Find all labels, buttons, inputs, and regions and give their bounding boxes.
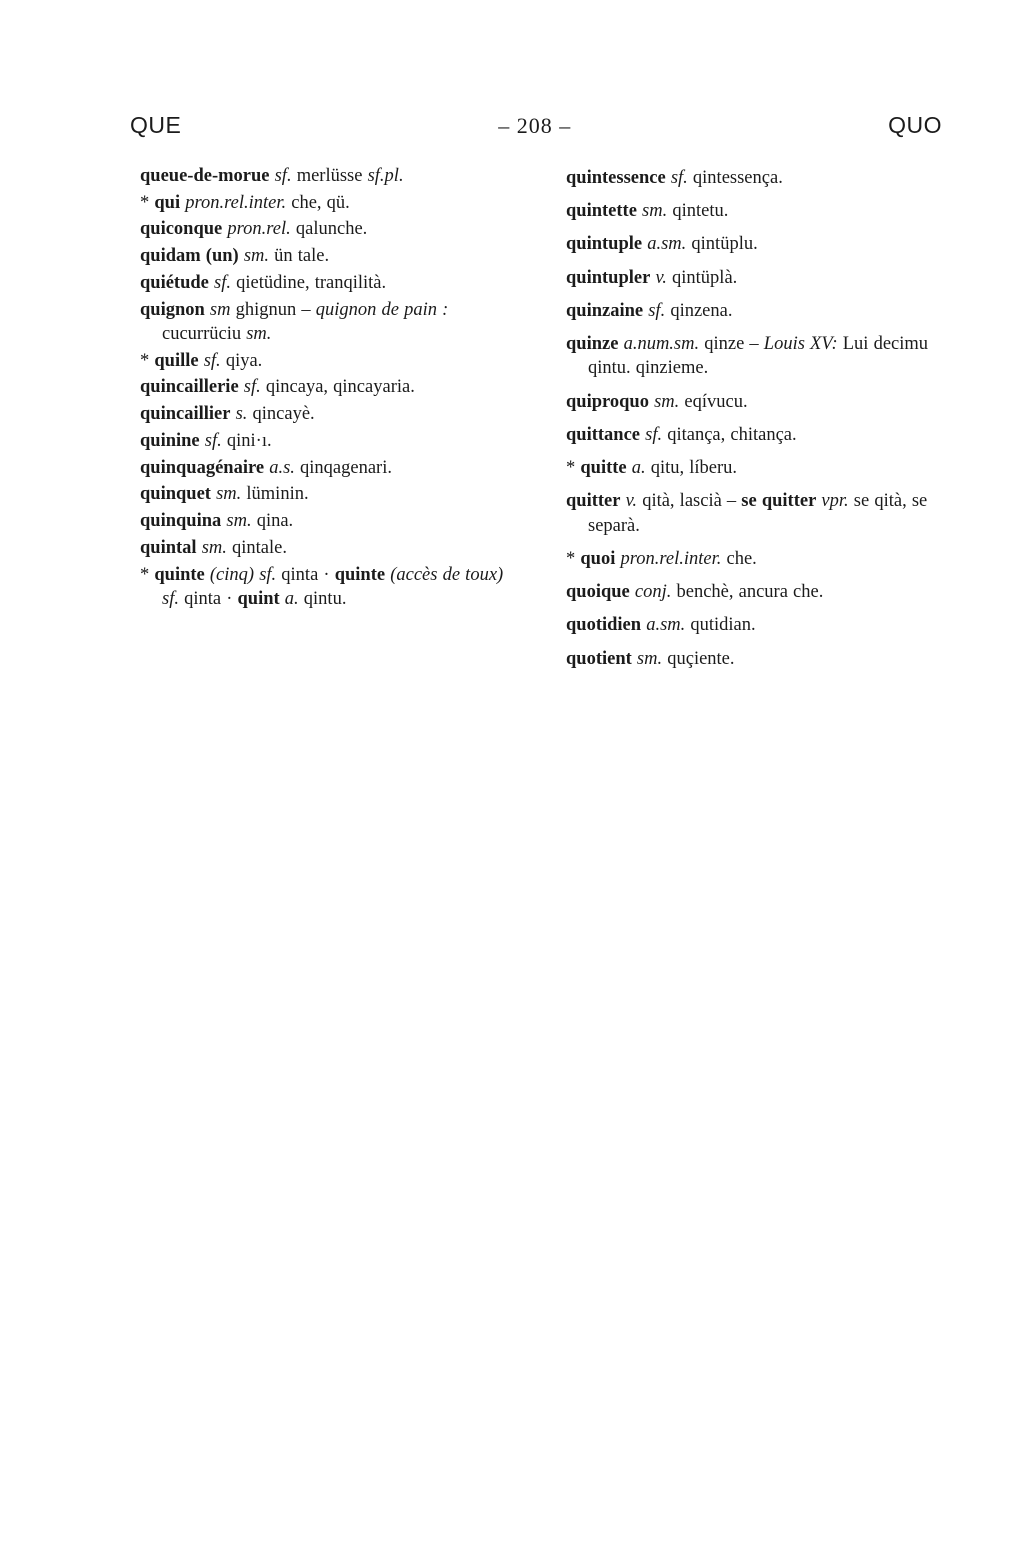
entry-definition: conj. benchè, ancura che. bbox=[634, 582, 824, 603]
dictionary-entry bbox=[140, 191, 514, 215]
dictionary-entry bbox=[566, 266, 940, 290]
entry-headword: quotidien bbox=[566, 615, 642, 636]
dictionary-entry bbox=[140, 563, 514, 611]
entry-headword: quinquina bbox=[140, 511, 222, 532]
dictionary-entry bbox=[140, 271, 514, 295]
column-left bbox=[140, 164, 514, 680]
entry-headword: quiproquo bbox=[566, 391, 649, 412]
dictionary-entry bbox=[566, 547, 940, 571]
column-right bbox=[566, 166, 940, 680]
entry-definition: sf. qietüdine, tranqilità. bbox=[214, 272, 387, 293]
entry-definition: (cinq) sf. qinta · quinte (accès de toux) sf. qinta · quint a. qintu. bbox=[162, 564, 504, 609]
entry-headword: quignon bbox=[140, 299, 205, 320]
entry-definition: sf. qintessença. bbox=[670, 168, 783, 188]
entry-definition: sm. qintetu. bbox=[642, 201, 729, 222]
dictionary-entry bbox=[140, 536, 514, 560]
dictionary-entry bbox=[566, 456, 940, 480]
entry-definition: sm. quçiente. bbox=[636, 648, 735, 669]
entry-definition: sf. qinzena. bbox=[648, 300, 733, 321]
entry-star: * bbox=[566, 458, 581, 479]
dictionary-entry bbox=[566, 199, 940, 223]
entry-headword: quinquagénaire bbox=[140, 457, 265, 478]
dictionary-entry bbox=[140, 349, 514, 373]
dictionary-entry bbox=[566, 299, 940, 323]
entry-headword: quincaillerie bbox=[140, 377, 239, 398]
entry-definition: sm. ün tale. bbox=[243, 246, 330, 267]
entry-star: * bbox=[566, 548, 581, 569]
entry-headword: quiconque bbox=[140, 219, 223, 240]
entry-definition: pron.rel.inter. che. bbox=[620, 548, 757, 569]
running-head-right: QUO bbox=[888, 112, 942, 138]
column-container bbox=[140, 164, 940, 680]
entry-definition: sf. qincaya, qincayaria. bbox=[243, 377, 415, 398]
entry-headword: quoi bbox=[580, 548, 616, 569]
entry-definition: sm. qintale. bbox=[201, 537, 287, 558]
entry-definition: a.sm. qutidian. bbox=[646, 615, 756, 636]
entry-definition: sm. lüminin. bbox=[216, 484, 309, 505]
entry-definition: s. qincayè. bbox=[235, 404, 315, 425]
entry-headword: quintette bbox=[566, 201, 637, 222]
dictionary-entry bbox=[140, 482, 514, 506]
entry-headword: quincaillier bbox=[140, 404, 231, 425]
entry-headword: quintupler bbox=[566, 267, 651, 288]
dictionary-entry bbox=[566, 613, 940, 637]
dictionary-entry bbox=[140, 244, 514, 268]
entry-headword: quoique bbox=[566, 582, 630, 603]
dictionary-entry bbox=[140, 456, 514, 480]
entry-headword: quintuple bbox=[566, 234, 643, 255]
entry-headword: quille bbox=[154, 350, 199, 371]
entry-star: * bbox=[140, 564, 155, 585]
entry-headword: quinte bbox=[154, 564, 205, 585]
entry-headword: quinzaine bbox=[566, 300, 644, 321]
entry-definition: v. qità, lascià – se quitter vpr. se qità, se separà. bbox=[588, 491, 928, 536]
dictionary-entry bbox=[140, 402, 514, 426]
dictionary-entry bbox=[140, 164, 514, 188]
entry-definition: sm. eqívucu. bbox=[654, 391, 748, 412]
entry-headword: quintessence bbox=[566, 168, 666, 188]
entry-definition: pron.rel. qalunche. bbox=[227, 219, 368, 240]
entry-definition: sf. qiya. bbox=[203, 350, 263, 371]
entry-definition: a. qitu, líberu. bbox=[631, 458, 738, 479]
dictionary-entry bbox=[140, 375, 514, 399]
entry-headword: quitte bbox=[580, 458, 627, 479]
entry-headword: quinine bbox=[140, 430, 200, 451]
entry-definition: a.sm. qintüplu. bbox=[647, 234, 758, 255]
dictionary-entry bbox=[140, 509, 514, 533]
entry-star: * bbox=[140, 192, 155, 213]
entry-definition: sf. merlüsse sf.pl. bbox=[274, 166, 404, 186]
entry-headword: qui bbox=[154, 192, 181, 213]
page-number: – 208 – bbox=[498, 113, 572, 138]
entry-definition: sf. qitança, chitança. bbox=[645, 424, 797, 445]
entry-headword: queue-de-morue bbox=[140, 166, 270, 186]
entry-definition: v. qintüplà. bbox=[655, 267, 738, 288]
dictionary-entry bbox=[566, 232, 940, 256]
running-head-left: QUE bbox=[130, 112, 182, 138]
entry-headword: quintal bbox=[140, 537, 197, 558]
dictionary-entry bbox=[566, 166, 940, 190]
dictionary-entry bbox=[566, 647, 940, 671]
dictionary-entry bbox=[566, 580, 940, 604]
entry-headword: quittance bbox=[566, 424, 640, 445]
entry-headword: quinquet bbox=[140, 484, 211, 505]
entry-definition: a.s. qinqagenari. bbox=[269, 457, 392, 478]
dictionary-entry bbox=[566, 332, 940, 380]
dictionary-entry bbox=[566, 423, 940, 447]
dictionary-entry bbox=[566, 489, 940, 537]
dictionary-entry bbox=[566, 390, 940, 414]
entry-headword: quidam (un) bbox=[140, 246, 239, 267]
entry-definition: a.num.sm. qinze – Louis XV: Lui decimu qintu. qinzieme. bbox=[588, 334, 929, 379]
entry-definition: pron.rel.inter. che, qü. bbox=[185, 192, 350, 213]
entry-definition: sm. qina. bbox=[226, 511, 294, 532]
entry-headword: quinze bbox=[566, 334, 619, 355]
entry-headword: quotient bbox=[566, 648, 632, 669]
entry-headword: quiétude bbox=[140, 272, 209, 293]
dictionary-entry bbox=[140, 298, 514, 346]
entry-definition: sm ghignun – quignon de pain : cucurrüciu sm. bbox=[162, 299, 449, 344]
entry-star: * bbox=[140, 350, 155, 371]
entry-headword: quitter bbox=[566, 491, 621, 512]
dictionary-entry bbox=[140, 429, 514, 453]
page-header bbox=[130, 112, 942, 139]
entry-definition: sf. qini·ı. bbox=[204, 430, 272, 451]
dictionary-entry bbox=[140, 217, 514, 241]
